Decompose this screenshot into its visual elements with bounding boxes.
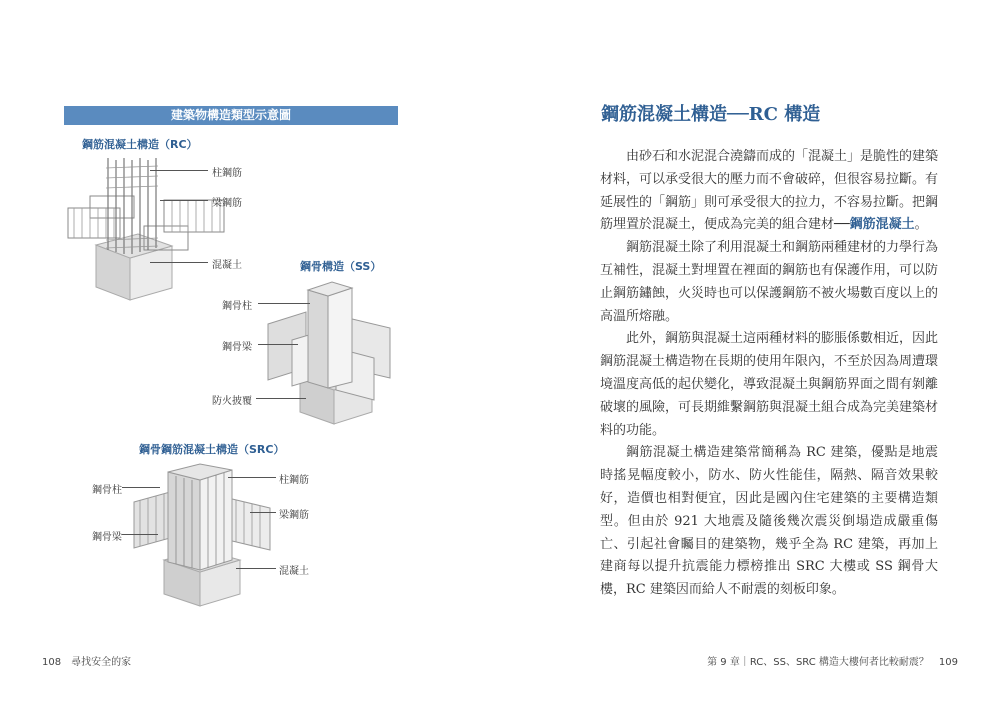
section-heading: 鋼筋混凝土構造──RC 構造 bbox=[601, 104, 821, 125]
left-page-footer: 108 尋找安全的家 bbox=[42, 657, 132, 668]
ss-label-steel-beam: 鋼骨梁 bbox=[222, 342, 252, 353]
highlight-term: 鋼筋混凝土 bbox=[849, 217, 915, 233]
ss-label-fireproofing: 防火披覆 bbox=[212, 396, 252, 407]
paragraph-2: 鋼筋混凝土除了利用混凝土和鋼筋兩種建材的力學行為互補性，混凝土對埋置在裡面的鋼筋也有保護作用，可以防止鋼筋鏽蝕，火災時也可以保護鋼筋不被火場數百度以上的高溫所熔融。 bbox=[600, 240, 939, 324]
src-label-concrete: 混凝土 bbox=[279, 566, 309, 577]
figure-banner: 建築物構造類型示意圖 bbox=[64, 106, 398, 125]
ss-label-steel-column: 鋼骨柱 bbox=[222, 301, 252, 312]
src-label-beam-rebar: 梁鋼筋 bbox=[279, 510, 309, 521]
rc-title: 鋼筋混凝土構造（RC） bbox=[82, 138, 198, 151]
ss-title: 鋼骨構造（SS） bbox=[300, 260, 382, 273]
src-leader-concrete bbox=[236, 568, 276, 569]
src-structure-illustration bbox=[128, 460, 278, 610]
src-leader-steel-beam bbox=[122, 534, 158, 535]
right-page-footer: 第 9 章｜RC、SS、SRC 構造大樓何者比較耐震？ 109 bbox=[707, 657, 958, 668]
src-leader-column-rebar bbox=[228, 477, 276, 478]
rc-leader-concrete bbox=[150, 262, 208, 263]
rc-structure-illustration bbox=[60, 150, 230, 310]
src-title: 鋼骨鋼筋混凝土構造（SRC） bbox=[139, 443, 285, 456]
rc-leader-beam bbox=[160, 200, 208, 201]
body-text bbox=[600, 146, 938, 602]
paragraph-1: 由砂石和水泥混合澆鑄而成的「混凝土」是脆性的建築材料，可以承受很大的壓力而不會破碎，但很容易拉斷。有延展性的「鋼筋」則可承受很大的拉力，不容易拉斷。把鋼筋埋置於混凝土，便成為完美的組合建材──鋼筋混凝土。 bbox=[600, 149, 939, 233]
rc-leader-column bbox=[150, 170, 208, 171]
ss-leader-fireproofing bbox=[256, 398, 306, 399]
src-leader-steel-column bbox=[122, 487, 160, 488]
rc-label-concrete: 混凝土 bbox=[212, 260, 242, 271]
rc-label-column-rebar: 柱鋼筋 bbox=[212, 168, 242, 179]
src-label-steel-beam: 鋼骨梁 bbox=[92, 532, 122, 543]
ss-structure-illustration bbox=[262, 278, 402, 428]
paragraph-4: 鋼筋混凝土構造建築常簡稱為 RC 建築，優點是地震時搖晃幅度較小，防水、防火性能佳，隔熱、隔音效果較好，造價也相對便宜，因此是國內住宅建築的主要構造類型。但由於 921 大地震及隨後幾次震災倒塌造成嚴重傷亡、引起社會矚目的建築物，幾乎全為 RC 建築，再加上建商每以提升抗震能力標榜推出 SRC 大樓或 SS 鋼骨大樓，RC 建築因而給人不耐震的刻板印象。 bbox=[600, 445, 938, 598]
src-leader-beam-rebar bbox=[250, 512, 276, 513]
src-label-steel-column: 鋼骨柱 bbox=[92, 485, 122, 496]
rc-label-beam-rebar: 梁鋼筋 bbox=[212, 198, 242, 209]
paragraph-3: 此外，鋼筋與混凝土這兩種材料的膨脹係數相近，因此鋼筋混凝土構造物在長期的使用年限內，不至於因為周遭環境溫度高低的起伏變化，導致混凝土與鋼筋界面之間有剝離破壞的風險，可長期維繫鋼筋與混凝土組合成為完美建築材料的功能。 bbox=[600, 331, 939, 438]
ss-leader-beam bbox=[258, 344, 298, 345]
src-label-column-rebar: 柱鋼筋 bbox=[279, 475, 309, 486]
ss-leader-column bbox=[258, 303, 310, 304]
